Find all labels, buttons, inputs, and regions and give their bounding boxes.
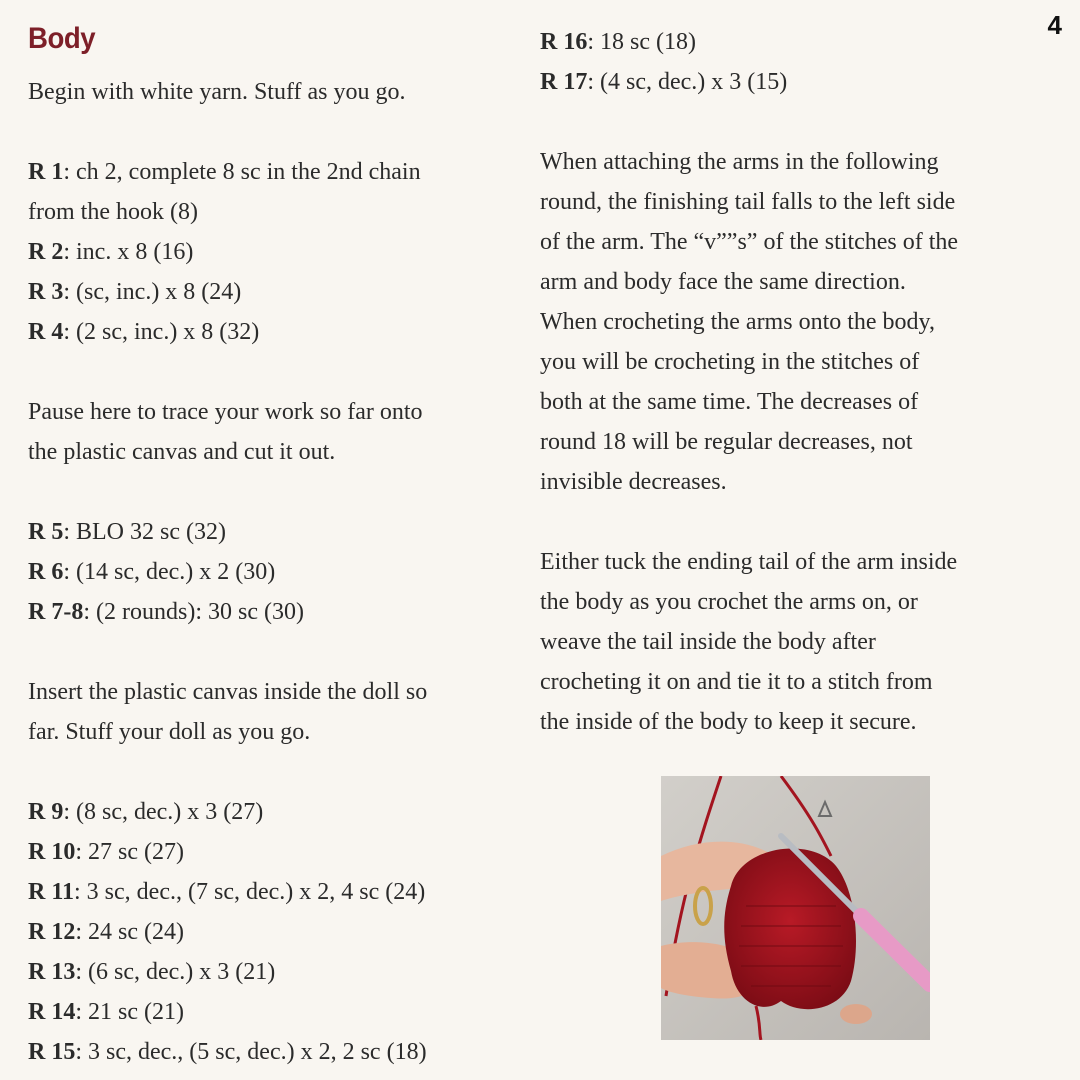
round-line <box>28 312 259 352</box>
page-number: 4 <box>1047 10 1062 40</box>
round-label: R 7-8 <box>28 599 84 625</box>
attach-note: When crocheting the arms onto the body, <box>540 309 935 335</box>
crochet-photo <box>661 776 930 1040</box>
round-text: : (14 sc, dec.) x 2 (30) <box>63 559 276 585</box>
round-text: : (sc, inc.) x 8 (24) <box>63 279 242 305</box>
round-text: : (6 sc, dec.) x 3 (21) <box>75 959 276 985</box>
round-line <box>28 272 241 312</box>
round-text: : BLO 32 sc (32) <box>63 519 226 545</box>
tail-note: the body as you crochet the arms on, or <box>540 589 918 615</box>
round-text: : ch 2, complete 8 sc in the 2nd chain <box>63 159 421 185</box>
attach-note: both at the same time. The decreases of <box>540 389 919 415</box>
round-line <box>28 992 184 1032</box>
round-text: : 3 sc, dec., (5 sc, dec.) x 2, 2 sc (18) <box>75 1039 427 1065</box>
round-text: : 24 sc (24) <box>75 919 184 945</box>
tail-note: crocheting it on and tie it to a stitch from <box>540 669 933 695</box>
pause-note: Pause here to trace your work so far onto <box>28 399 423 425</box>
round-label: R 11 <box>28 879 75 905</box>
attach-note: arm and body face the same direction. <box>540 269 906 295</box>
insert-note: far. Stuff your doll as you go. <box>28 719 311 745</box>
round-text: : 27 sc (27) <box>75 839 184 865</box>
round-text: : (8 sc, dec.) x 3 (27) <box>63 799 264 825</box>
tail-note: weave the tail inside the body after <box>540 629 876 655</box>
round-text: : inc. x 8 (16) <box>63 239 194 265</box>
round-line <box>540 22 696 62</box>
pause-note: the plastic canvas and cut it out. <box>28 439 336 465</box>
attach-note: round, the finishing tail falls to the left side <box>540 189 956 215</box>
attach-note: round 18 will be regular decreases, not <box>540 429 913 455</box>
round-text: : 18 sc (18) <box>587 29 696 55</box>
round-label: R 17 <box>540 69 588 95</box>
round-text: : 21 sc (21) <box>75 999 184 1025</box>
round-text: from the hook (8) <box>28 199 198 225</box>
tail-note: Either tuck the ending tail of the arm inside <box>540 549 958 575</box>
round-line <box>28 552 275 592</box>
round-label: R 9 <box>28 799 64 825</box>
round-line <box>28 592 304 632</box>
round-text: : 3 sc, dec., (7 sc, dec.) x 2, 4 sc (24) <box>74 879 426 905</box>
intro-text: Begin with white yarn. Stuff as you go. <box>28 79 406 105</box>
attach-note: invisible decreases. <box>540 469 727 495</box>
round-line <box>28 832 184 872</box>
round-label: R 14 <box>28 999 76 1025</box>
round-label: R 2 <box>28 239 64 265</box>
round-label: R 4 <box>28 319 64 345</box>
round-text: : (2 rounds): 30 sc (30) <box>83 599 304 625</box>
tail-note: the inside of the body to keep it secure. <box>540 709 917 735</box>
round-label: R 5 <box>28 519 64 545</box>
round-line <box>28 232 193 272</box>
round-label: R 12 <box>28 919 76 945</box>
round-label: R 15 <box>28 1039 76 1065</box>
round-line <box>28 872 425 912</box>
attach-note: you will be crocheting in the stitches of <box>540 349 920 375</box>
round-line <box>28 512 226 552</box>
crochet-photo-illustration <box>661 776 930 1040</box>
round-label: R 13 <box>28 959 76 985</box>
round-label: R 1 <box>28 159 64 185</box>
round-line <box>28 792 263 832</box>
round-line <box>28 192 198 232</box>
round-line <box>28 152 421 192</box>
insert-note: Insert the plastic canvas inside the doll so <box>28 679 428 705</box>
attach-note: of the arm. The “v””s” of the stitches of the <box>540 229 959 255</box>
attach-note: When attaching the arms in the following <box>540 149 939 175</box>
round-line <box>28 952 275 992</box>
round-line <box>540 62 787 102</box>
round-text: : (4 sc, dec.) x 3 (15) <box>587 69 788 95</box>
round-label: R 3 <box>28 279 64 305</box>
round-label: R 6 <box>28 559 64 585</box>
round-line <box>28 1032 427 1072</box>
round-text: : (2 sc, inc.) x 8 (32) <box>63 319 260 345</box>
round-label: R 16 <box>540 29 588 55</box>
round-line <box>28 912 184 952</box>
round-label: R 10 <box>28 839 76 865</box>
section-heading: Body <box>28 22 96 55</box>
